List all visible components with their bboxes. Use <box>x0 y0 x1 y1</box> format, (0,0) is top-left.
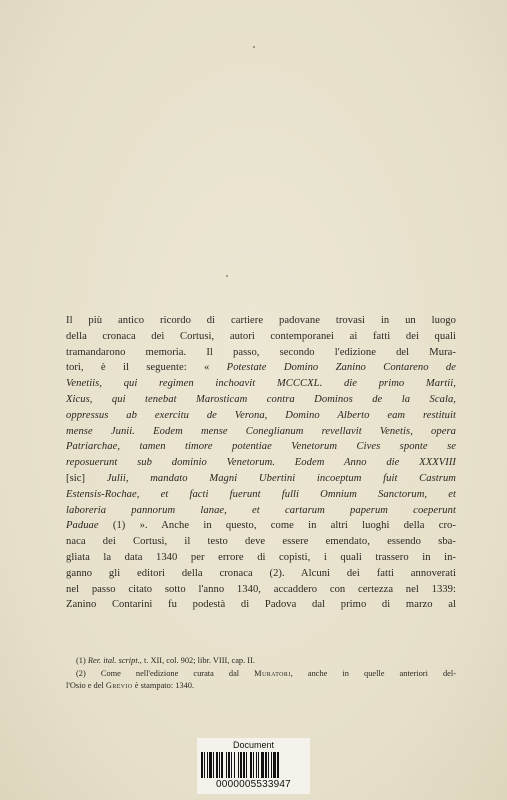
footnote-run: Rer. ital. script. <box>87 656 140 665</box>
text-line <box>66 313 456 329</box>
text-run: nel passo citato sotto l'anno 1340, accaddero con certezza nel 1339: <box>66 583 456 595</box>
footnote-line <box>66 655 456 668</box>
footnote-run: (2) Come nell'edizione curata dal <box>76 668 255 678</box>
barcode-bar <box>271 752 272 778</box>
text-line <box>66 455 456 471</box>
footnotes-block <box>66 655 456 693</box>
text-line <box>66 503 456 519</box>
text-run: oppressus ab exercitu de Verona, Domino Alberto eam restituit <box>66 409 456 421</box>
text-line <box>66 518 456 534</box>
text-run: Estensis-Rochae, et facti fuerunt fulli Omnium Sanctorum, et <box>66 488 456 500</box>
text-line <box>66 345 456 361</box>
barcode-bar <box>256 752 257 778</box>
text-line <box>66 566 456 582</box>
footnote-line <box>66 668 456 681</box>
text-line <box>66 329 456 345</box>
barcode-bar <box>238 752 239 778</box>
text-line <box>66 534 456 550</box>
barcode-bar <box>213 752 214 778</box>
barcode-bar <box>216 752 218 778</box>
text-run: Il più antico ricordo di cartiere padovane trovasi in un luogo <box>66 315 456 326</box>
text-line <box>66 376 456 392</box>
text-line <box>66 550 456 566</box>
text-line <box>66 582 456 598</box>
text-run: della cronaca dei Cortusi, autori contemporanei ai fatti dei quali <box>66 330 456 342</box>
text-run: Zanino Contarini fu podestà di Padova dal primo di marzo al <box>66 599 456 611</box>
text-line <box>66 392 456 408</box>
barcode-bar <box>204 752 205 778</box>
text-line <box>66 360 456 376</box>
text-line <box>66 439 456 455</box>
barcode-bar <box>240 752 242 778</box>
paper-speck <box>253 46 255 48</box>
barcode-bar <box>250 752 252 778</box>
text-line <box>66 424 456 440</box>
text-run: Paduae <box>66 520 99 532</box>
barcode-bar <box>246 752 247 778</box>
text-run: naca dei Cortusi, il testo deve essere emendato, essendo sba- <box>66 536 456 548</box>
barcode-bar <box>273 752 276 778</box>
barcode-icon <box>201 752 306 778</box>
text-line <box>66 408 456 424</box>
barcode-bar <box>258 752 259 778</box>
footnote-run: (1) <box>76 656 88 665</box>
barcode-bar <box>228 752 230 778</box>
barcode-bar <box>265 752 267 778</box>
text-line <box>66 471 456 487</box>
footnote-line <box>66 680 456 693</box>
barcode-bar <box>231 752 232 778</box>
footnote-run: è stampato: 1340. <box>132 681 195 690</box>
barcode-bar <box>226 752 227 778</box>
footnote-run: Grevio <box>105 681 133 690</box>
footnote-run: , anche in quelle anteriori del- <box>290 668 456 678</box>
barcode-bar <box>243 752 245 778</box>
barcode-bar <box>261 752 264 778</box>
barcode-bar <box>219 752 220 778</box>
barcode-bar <box>277 752 279 778</box>
text-line <box>66 487 456 503</box>
footnote-run: , t. XII, col. 902; libr. VIII, cap. II. <box>139 656 255 665</box>
text-run: Xicus, qui tenebat Marosticam contra Dominos de la Scala, <box>66 393 456 405</box>
text-run: Patriarchae, tamen timore potentiae Venetorum Cives sponte se <box>66 441 456 453</box>
barcode-bar <box>207 752 208 778</box>
text-run: gliata la data 1340 per errore di copisti, i quali trassero in in- <box>66 551 456 563</box>
paper-speck <box>226 275 228 277</box>
text-run: Julii, mandato Magni Ubertini incoeptum fuit Castrum <box>106 472 457 484</box>
text-run: [sic] <box>66 472 107 484</box>
footnote-run: Muratori <box>254 668 291 678</box>
text-run: ganno gli editori della cronaca (2). Alcuni dei fatti annoverati <box>66 567 456 579</box>
barcode-bar <box>234 752 235 778</box>
text-run: laboreria pannorum lanae, et cartarum paperum coeperunt <box>66 504 456 516</box>
main-text-block <box>66 313 456 613</box>
barcode-label <box>197 738 310 794</box>
text-run: (1) ». Anche in questo, come in altri luoghi della cro- <box>98 520 456 532</box>
text-run: Potestate Domino Zanino Contareno de <box>226 362 456 374</box>
footnote-run: l'Osio e del <box>66 681 106 690</box>
barcode-bar <box>221 752 223 778</box>
text-run: reposuerunt sub dominio Venetorum. Eodem Anno die XXXVIII <box>66 457 456 469</box>
text-run: tori, è il seguente: « <box>66 362 227 374</box>
text-line <box>66 597 456 613</box>
text-run: Venetiis, qui regimen inchoavit MCCCXL. die primo Martii, <box>66 378 456 390</box>
text-run: mense Junii. Eodem mense Coneglianum revellavit Venetis, opera <box>66 425 456 437</box>
barcode-bar <box>209 752 212 778</box>
text-run: tramandarono memoria. Il passo, secondo l'edizione del Mura- <box>66 346 456 358</box>
barcode-title: Document <box>232 740 275 750</box>
barcode-bar <box>268 752 269 778</box>
barcode-number: 0000005533947 <box>216 779 291 790</box>
barcode-bar <box>201 752 203 778</box>
barcode-bar <box>253 752 254 778</box>
